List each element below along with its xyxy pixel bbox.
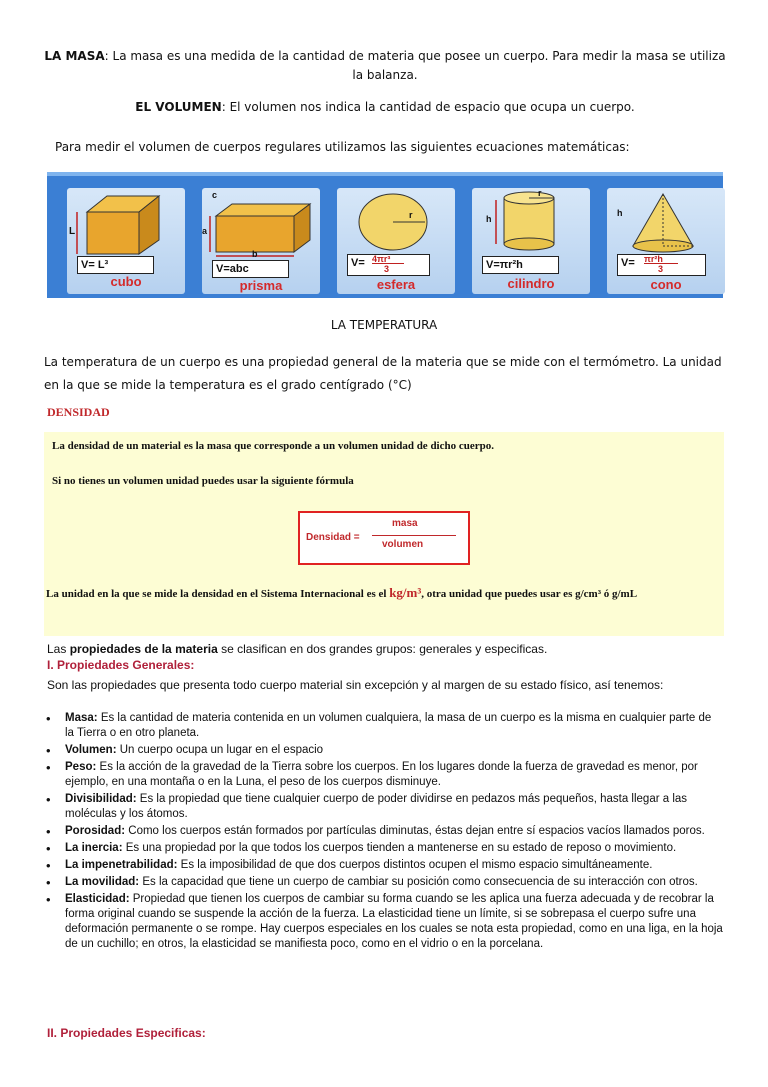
cilindro-formula: V=πr²h <box>482 256 559 274</box>
cube-drawing <box>67 188 185 258</box>
especificas-title: II. Propiedades Especificas: <box>47 1026 206 1040</box>
densidad-formula-left: Densidad = <box>306 532 360 543</box>
cono-label: cono <box>650 277 682 292</box>
prism-drawing <box>202 188 320 258</box>
shape-card-prisma <box>202 188 320 294</box>
item-desc: Como los cuerpos están formados por partículas diminutas, éstas dejan entre sí espacios vacíos llamados poros. <box>128 825 705 837</box>
item-desc: Es la cantidad de materia contenida en un volumen cualquiera, la masa de un cuerpo es la misma en cualquier parte de la Tierra o en otro planeta. <box>65 712 712 739</box>
list-item <box>47 743 723 758</box>
densidad-formula-intro: Si no tienes un volumen unidad puedes usar la siguiente fórmula <box>52 475 354 487</box>
item-term: La inercia: <box>65 842 123 854</box>
cilindro-label: cilindro <box>507 276 555 291</box>
propiedades-intro <box>47 641 737 657</box>
propiedades-intro-post: se clasifican en dos grandes grupos: generales y especificas. <box>221 642 548 656</box>
list-item <box>47 792 723 822</box>
item-desc: Es la capacidad que tiene un cuerpo de cambiar su posición como consecuencia de su interacción con otros. <box>142 876 698 888</box>
list-item <box>47 711 723 741</box>
prisma-dim-c: c <box>212 190 218 200</box>
esfera-dim-r: r <box>409 210 413 220</box>
prisma-dim-a: a <box>202 226 208 236</box>
densidad-unidad-post: , otra unidad que puedes usar es g/cm³ ó g/mL <box>421 588 638 600</box>
volumen-label: EL VOLUMEN <box>135 100 222 114</box>
sphere-drawing <box>337 188 455 258</box>
item-term: Divisibilidad: <box>65 793 137 805</box>
densidad-unidad-pre: La unidad en la que se mide la densidad en el Sistema Internacional es el <box>46 588 387 600</box>
shape-card-cilindro <box>472 188 590 294</box>
esfera-formula: V= 4πr³ 3 <box>347 254 430 276</box>
cono-formula-num: πr²h <box>644 254 663 264</box>
volumen-text: : El volumen nos indica la cantidad de espacio que ocupa un cuerpo. <box>221 100 635 114</box>
item-desc: Un cuerpo ocupa un lugar en el espacio <box>119 744 324 756</box>
propiedades-list <box>47 711 723 954</box>
item-desc: Es la acción de la gravedad de la Tierra sobre los cuerpos. En los lugares donde la fuerza de gravedad es menor, por ejemplo, en una montaña o en la Luna, el peso de los cuerpos disminuye. <box>65 761 698 788</box>
esfera-formula-num: 4πr³ <box>372 254 391 264</box>
densidad-definicion: La densidad de un material es la masa que corresponde a un volumen unidad de dicho cuerpo. <box>52 440 494 452</box>
item-desc: Es una propiedad por la que todos los cuerpos tienden a mantenerse en su estado de reposo o movimiento. <box>125 842 677 854</box>
prisma-formula: V=abc <box>212 260 289 278</box>
item-term: La impenetrabilidad: <box>65 859 178 871</box>
cubo-formula: V= L³ <box>77 256 154 274</box>
shape-card-cono <box>607 188 725 294</box>
generales-title: I. Propiedades Generales: <box>47 658 195 672</box>
shape-card-esfera <box>337 188 455 294</box>
cone-drawing <box>607 188 725 258</box>
item-desc: Propiedad que tienen los cuerpos de cambiar su forma cuando se les aplica una fuerza adecuada y de recobrar la forma original cuando se suspende la acción de la fuerza. La elasticidad tiene un límite, si se sobrepasa el cuerpo sufre una deformación permanente o se rompe. Hay cuerpos especiales en los cuales se nota esta propiedad, como en una liga, en la hoja de un cuchillo; en otros, la elasticidad se manifiesta poco, como en el vidrio o en la porcelana. <box>65 893 723 950</box>
list-item <box>47 858 723 873</box>
propiedades-intro-pre: Las <box>47 642 67 656</box>
volumen-paragraph <box>40 100 730 114</box>
densidad-unidad-si: kg/m³ <box>389 585 422 600</box>
generales-text: Son las propiedades que presenta todo cuerpo material sin excepción y al margen de su estado físico, así tenemos: <box>47 678 664 692</box>
list-item <box>47 841 723 856</box>
prisma-label: prisma <box>239 278 283 293</box>
densidad-formula <box>298 511 470 565</box>
item-term: La movilidad: <box>65 876 140 888</box>
cono-formula: V= πr²h 3 <box>617 254 706 276</box>
esfera-label: esfera <box>376 277 416 292</box>
masa-paragraph <box>40 47 730 85</box>
cubo-dim-l: L <box>69 226 76 237</box>
item-desc: Es la propiedad que tiene cualquier cuerpo de poder dividirse en pedazos más pequeños, hasta llegar a las moléculas y los átomos. <box>65 793 688 820</box>
temperatura-text: La temperatura de un cuerpo es una propiedad general de la materia que se mide con el termómetro. La unidad en la que se mide la temperatura es el grado centígrado (°C) <box>44 355 722 392</box>
cilindro-dim-r: r <box>538 188 542 198</box>
list-item <box>47 824 723 839</box>
prisma-dim-b: b <box>252 249 258 259</box>
list-item <box>47 875 723 890</box>
item-desc: Es la imposibilidad de que dos cuerpos distintos ocupen el mismo espacio simultáneamente. <box>180 859 653 871</box>
cono-formula-den: 3 <box>658 264 664 274</box>
masa-text: : La masa es una medida de la cantidad de materia que posee un cuerpo. Para medir la masa se utiliza la balanza. <box>104 49 726 82</box>
item-term: Volumen: <box>65 744 117 756</box>
densidad-title: DENSIDAD <box>47 405 110 419</box>
esfera-formula-den: 3 <box>384 264 390 274</box>
cilindro-dim-h: h <box>486 214 492 224</box>
densidad-unidad <box>46 584 722 603</box>
item-term: Elasticidad: <box>65 893 130 905</box>
shape-card-cubo <box>67 188 185 294</box>
item-term: Masa: <box>65 712 98 724</box>
propiedades-intro-bold: propiedades de la materia <box>69 642 218 656</box>
list-item <box>47 892 723 952</box>
list-item <box>47 760 723 790</box>
densidad-box <box>44 432 724 636</box>
cono-dim-h: h <box>617 208 623 218</box>
cubo-label: cubo <box>110 274 142 289</box>
densidad-formula-num: masa <box>392 518 418 529</box>
temperatura-title: LA TEMPERATURA <box>330 318 438 332</box>
masa-label: LA MASA <box>44 49 105 63</box>
ecuaciones-text: Para medir el volumen de cuerpos regulares utilizamos las siguientes ecuaciones matemáticas: <box>55 140 630 154</box>
densidad-formula-den: volumen <box>382 539 424 550</box>
item-term: Peso: <box>65 761 97 773</box>
volume-shapes-figure <box>47 172 723 298</box>
item-term: Porosidad: <box>65 825 126 837</box>
